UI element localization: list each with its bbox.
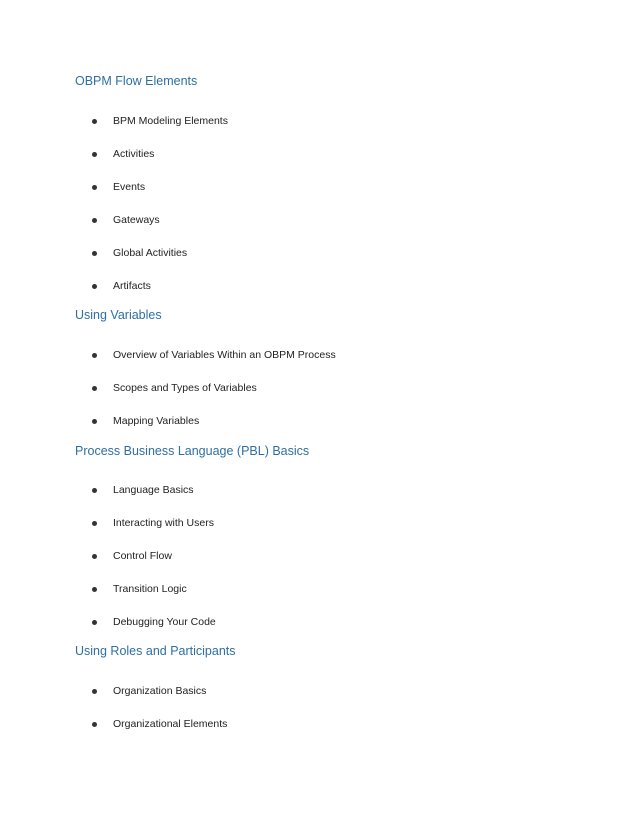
list-item-label: Language Basics	[113, 484, 194, 496]
list-item	[92, 414, 199, 428]
list-item	[92, 549, 172, 563]
list-item-label: Mapping Variables	[113, 415, 200, 427]
bullet-icon	[92, 185, 97, 190]
list-item	[92, 213, 160, 227]
list-item-label: Gateways	[113, 214, 160, 226]
list-item-label: Events	[113, 181, 146, 193]
bullet-icon	[92, 620, 97, 625]
section-heading-obpm-flow-elements: OBPM Flow Elements	[75, 74, 198, 88]
list-item-label: Activities	[113, 148, 155, 160]
list-item-label: Debugging Your Code	[113, 616, 216, 628]
list-item-label: Transition Logic	[113, 583, 187, 595]
bullet-icon	[92, 218, 97, 223]
list-item	[92, 582, 187, 596]
bullet-icon	[92, 284, 97, 289]
bullet-icon	[92, 251, 97, 256]
section-heading-roles-participants: Using Roles and Participants	[75, 644, 236, 658]
list-item	[92, 348, 336, 362]
list-item-label: Artifacts	[113, 280, 151, 292]
section-heading-using-variables: Using Variables	[75, 308, 162, 322]
list-item	[92, 246, 187, 260]
list-item	[92, 684, 206, 698]
bullet-icon	[92, 488, 97, 493]
list-item	[92, 483, 194, 497]
section-heading-pbl-basics: Process Business Language (PBL) Basics	[75, 444, 310, 458]
bullet-icon	[92, 152, 97, 157]
bullet-icon	[92, 419, 97, 424]
list-item	[92, 615, 216, 629]
list-item-label: Control Flow	[113, 550, 172, 562]
bullet-icon	[92, 521, 97, 526]
list-item-label: Interacting with Users	[113, 517, 214, 529]
bullet-icon	[92, 554, 97, 559]
bullet-icon	[92, 386, 97, 391]
bullet-icon	[92, 587, 97, 592]
list-item	[92, 717, 227, 731]
list-item-label: Scopes and Types of Variables	[113, 382, 257, 394]
list-item	[92, 516, 214, 530]
bullet-icon	[92, 119, 97, 124]
list-item-label: BPM Modeling Elements	[113, 115, 228, 127]
list-item-label: Organization Basics	[113, 685, 207, 697]
list-item	[92, 114, 228, 128]
list-item	[92, 180, 145, 194]
list-item	[92, 147, 154, 161]
bullet-icon	[92, 353, 97, 358]
list-item	[92, 381, 257, 395]
list-item	[92, 279, 151, 293]
bullet-icon	[92, 722, 97, 727]
bullet-icon	[92, 689, 97, 694]
list-item-label: Global Activities	[113, 247, 188, 259]
list-item-label: Overview of Variables Within an OBPM Process	[113, 349, 336, 361]
list-item-label: Organizational Elements	[113, 718, 228, 730]
